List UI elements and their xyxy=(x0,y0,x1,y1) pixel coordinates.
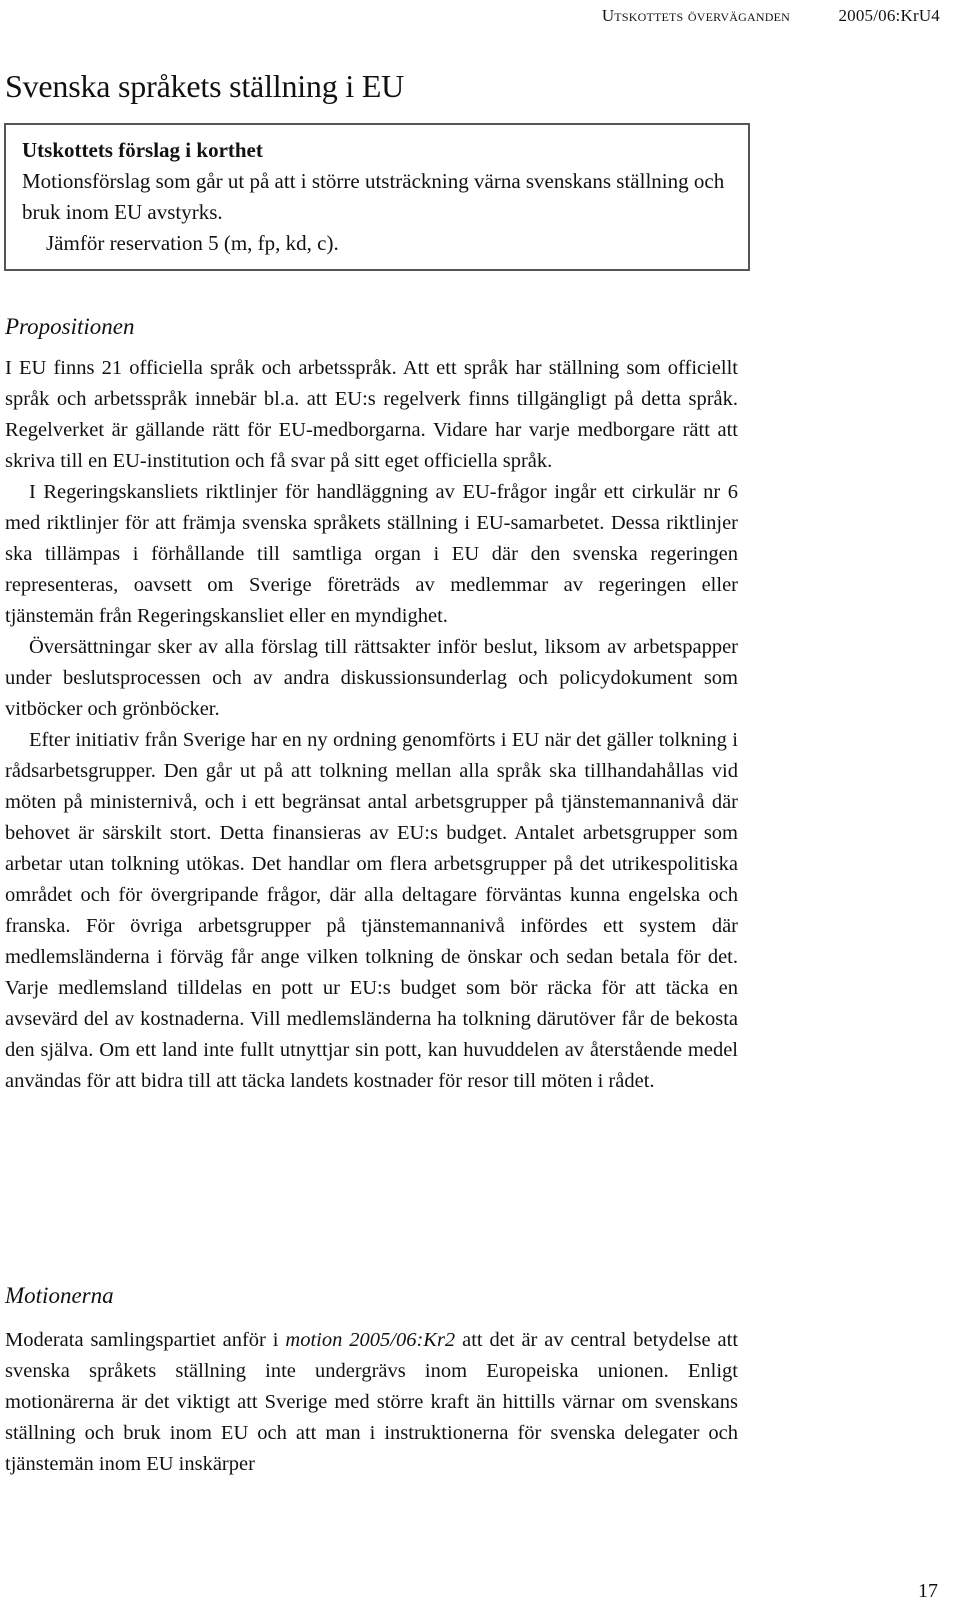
summary-box-text: Motionsförslag som går ut på att i större utsträckning värna svenskans ställning och bruk inom EU avstyrks. xyxy=(22,169,725,224)
summary-box-heading: Utskottets förslag i korthet xyxy=(22,138,263,162)
motion-lead-text: Moderata samlingspartiet anför i xyxy=(5,1329,279,1351)
page-number: 17 xyxy=(918,1580,938,1602)
paragraph xyxy=(5,1325,738,1480)
summary-box-reference: Jämför reservation 5 (m, fp, kd, c). xyxy=(46,231,339,255)
running-header xyxy=(602,6,940,26)
paragraph: I EU finns 21 officiella språk och arbetsspråk. Att ett språk har ställning som officiellt språk och arbetsspråk innebär bl.a. att EU:s regelverk finns tillgängligt på detta språk. Regelverket är gällande rätt för EU-medborgarna. Vidare har varje medborgare rätt att skriva till en EU-institution och få svar på sitt eget officiella språk. xyxy=(5,357,738,472)
propositionen-body xyxy=(5,353,738,1097)
paragraph: Efter initiativ från Sverige har en ny ordning genomförts i EU när det gäller tolkning i rådsarbetsgrupper. Den går ut på att tolkning mellan alla språk ska tillhandahållas vid möten på ministernivå, och i ett begränsat antal arbetsgrupper på tjänstemannanivå där behovet är särskilt stort. Detta finansieras av EU:s budget. Antalet arbetsgrupper som arbetar utan tolkning utökas. Det handlar om flera arbetsgrupper på det utrikespolitiska området och för övergripande frågor, där alla deltagare förväntas kunna engelska och franska. För övriga arbetsgrupper på tjänstemannanivå infördes ett system där medlemsländerna i förväg får ange vilken tolkning de önskar och sedan betala för det. Varje medlemsland tilldelas en pott ur EU:s budget som bör räcka för att täcka en avsevärd del av kostnaderna. Vill medlemsländerna ha tolkning därutöver får de bekosta den själva. Om ett land inte fullt utnyttjar sin pott, kan huvuddelen av återstående medel användas för att bidra till att täcka landets kostnader för resor till möten i rådet. xyxy=(5,729,738,1092)
section-heading-propositionen: Propositionen xyxy=(5,314,135,339)
paragraph: Översättningar sker av alla förslag till rättsakter inför beslut, liksom av arbetspapper under beslutsprocessen och av andra diskussionsunderlag och policydokument som vitböcker och grönböcker. xyxy=(5,636,738,720)
page-title: Svenska språkets ställning i EU xyxy=(5,68,405,104)
paragraph: I Regeringskansliets riktlinjer för handläggning av EU-frågor ingår ett cirkulär nr 6 med riktlinjer för att främja svenska språkets ställning i EU-samarbetet. Dessa riktlinjer ska tillämpas i förhållande till samtliga organ i EU där den svenska regeringen representeras, oavsett om Sverige företräds av medlemmar av regeringen eller tjänstemän från Regeringskansliet eller en myndighet. xyxy=(5,481,738,627)
running-header-report-id: 2005/06:KrU4 xyxy=(838,6,940,25)
motion-body-text: att det är av central betydelse att svenska språkets ställning inte undergrävs inom Europeiska unionen. Enligt motionärerna är det viktigt att Sverige med större kraft än hittills värnar om svenskans ställning och bruk inom EU och att man i instruktionerna för svenska delegater och tjänstemän inom EU inskärper xyxy=(5,1329,739,1475)
running-header-section: Utskottets överväganden xyxy=(601,6,790,25)
motion-reference: motion 2005/06:Kr2 xyxy=(285,1329,456,1351)
summary-box xyxy=(4,123,750,271)
section-heading-motionerna: Motionerna xyxy=(5,1283,114,1308)
motionerna-body xyxy=(5,1325,738,1480)
